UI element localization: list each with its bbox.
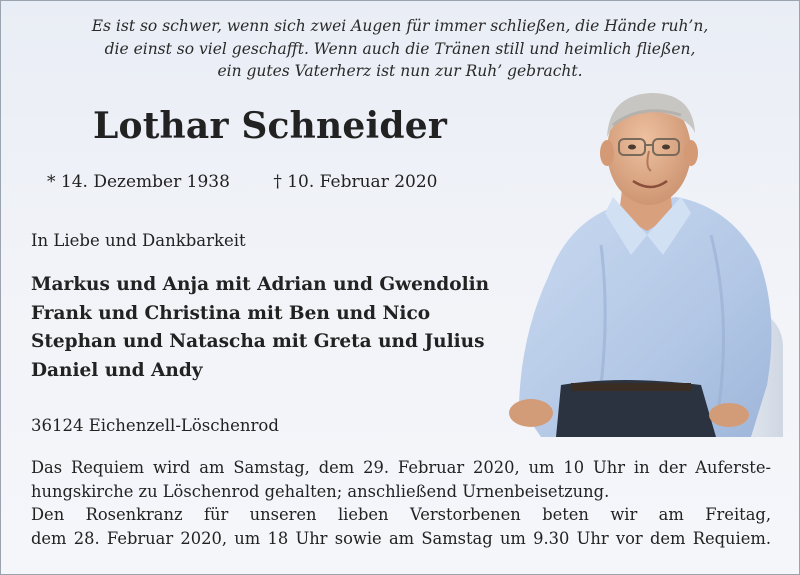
family-line: Daniel und Andy: [31, 359, 203, 381]
family-line: Stephan und Natascha mit Greta und Julius: [31, 331, 485, 352]
memorial-verse: [1, 15, 799, 83]
service-line: Das Requiem wird am Samstag, dem 29. Februar 2020, um 10 Uhr in der Auferste-: [31, 458, 771, 477]
mourning-intro: In Liebe und Dankbarkeit: [31, 231, 246, 250]
death-date: † 10. Februar 2020: [273, 172, 438, 192]
family-location: 36124 Eichenzell-Löschenrod: [31, 416, 279, 435]
service-details: [31, 456, 771, 550]
birth-date: * 14. Dezember 1938: [47, 172, 230, 192]
verse-line: ein gutes Vaterherz ist nun zur Ruh’ gebracht.: [217, 62, 583, 80]
service-line: hungskirche zu Löschenrod gehalten; anschließend Urnenbeisetzung.: [31, 481, 610, 501]
family-line: Frank und Christina mit Ben und Nico: [31, 302, 431, 324]
family-line: Markus und Anja mit Adrian und Gwendolin: [31, 274, 490, 295]
life-dates: [47, 172, 437, 192]
service-line: dem 28. Februar 2020, um 18 Uhr sowie am Samstag um 9.30 Uhr vor dem Requiem.: [31, 528, 771, 548]
verse-line: Es ist so schwer, wenn sich zwei Augen für immer schließen, die Hände ruh’n,: [91, 17, 709, 35]
deceased-name: Lothar Schneider: [93, 105, 448, 147]
family-list: [31, 271, 489, 385]
portrait-photo: [501, 85, 783, 437]
service-line: Den Rosenkranz für unseren lieben Verstorbenen beten wir am Freitag,: [31, 505, 771, 524]
verse-line: die einst so viel geschafft. Wenn auch die Tränen still und heimlich fließen,: [104, 39, 696, 58]
